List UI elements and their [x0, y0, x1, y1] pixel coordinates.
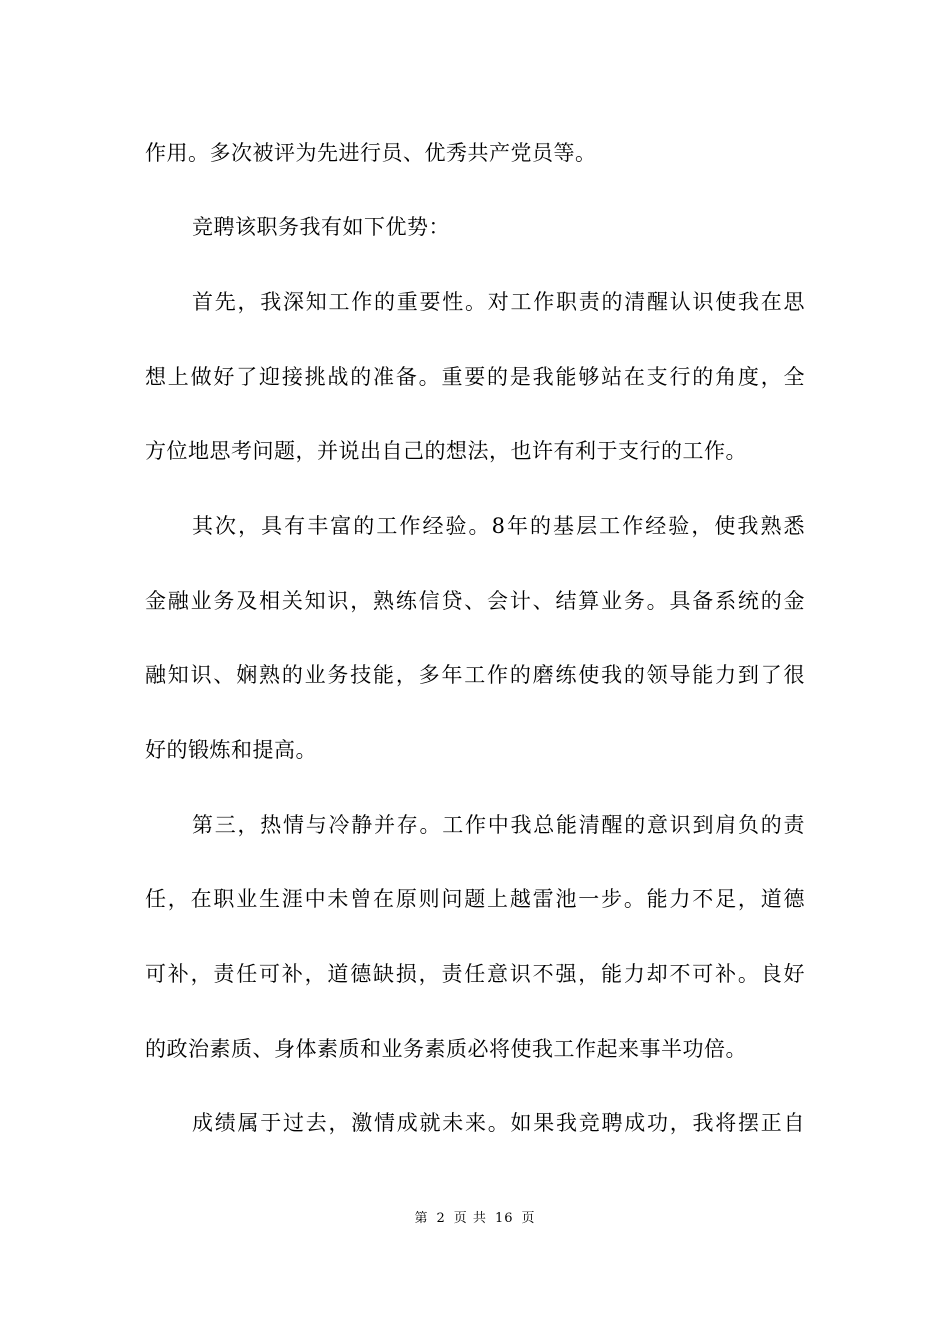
footer-suffix: 页	[521, 1211, 536, 1226]
text-line: 可补，责任可补，道德缺损，责任意识不强，能力却不可补。良好	[145, 962, 805, 986]
text-line: 第三，热情与冷静并存。工作中我总能清醒的意识到肩负的责	[192, 813, 805, 837]
text-line: 竞聘该职务我有如下优势：	[192, 215, 450, 239]
text-line: 金融业务及相关知识，熟练信贷、会计、结算业务。具备系统的金	[145, 589, 805, 613]
text-line: 其次，具有丰富的工作经验。8年的基层工作经验，使我熟悉	[192, 514, 805, 538]
text-line: 首先，我深知工作的重要性。对工作职责的清醒认识使我在思	[192, 290, 805, 314]
text-line: 想上做好了迎接挑战的准备。重要的是我能够站在支行的角度，全	[145, 365, 805, 389]
total-pages: 16	[494, 1211, 514, 1226]
footer-prefix: 第	[414, 1211, 429, 1226]
text-line: 好的锻炼和提高。	[145, 738, 317, 762]
text-line: 方位地思考问题，并说出自己的想法，也许有利于支行的工作。	[145, 439, 747, 463]
page-number: 2	[436, 1211, 446, 1226]
text-line: 融知识、娴熟的业务技能，多年工作的磨练使我的领导能力到了很	[145, 663, 805, 687]
footer-middle: 页 共	[453, 1211, 487, 1226]
text-line: 的政治素质、身体素质和业务素质必将使我工作起来事半功倍。	[145, 1037, 747, 1061]
page-footer	[83, 1210, 867, 1228]
text-line: 任，在职业生涯中未曾在原则问题上越雷池一步。能力不足，道德	[145, 887, 805, 911]
text-line: 成绩属于过去，激情成就未来。如果我竞聘成功，我将摆正自	[192, 1111, 805, 1135]
text-line: 作用。多次被评为先进行员、优秀共产党员等。	[145, 141, 597, 165]
